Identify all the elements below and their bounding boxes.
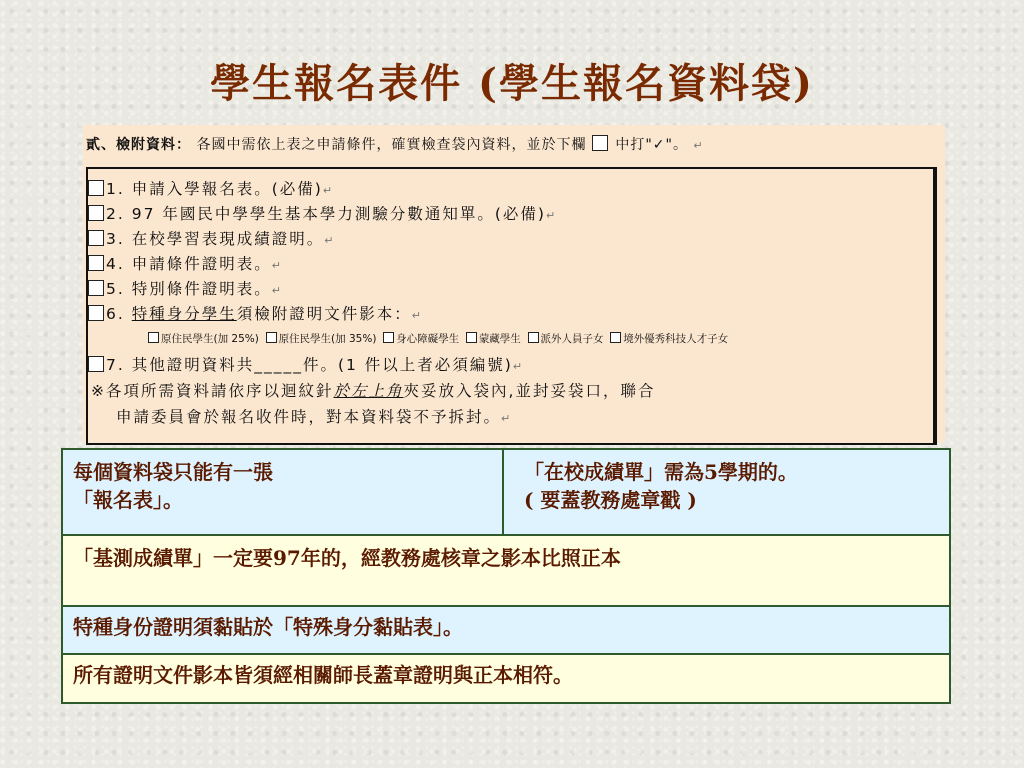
sub-item-label: 原住民學生(加 35%) [278,333,377,345]
table-cell: 「基測成績單」一定要97年的，經教務處核章之影本比照正本 [63,536,949,605]
checklist-item [88,302,423,324]
return-mark: ↵ [271,259,283,272]
checklist-item [88,252,283,274]
checkbox-icon [610,332,621,343]
info-table [61,448,951,704]
item6-prefix: 6. [106,305,132,323]
doc-header [86,131,941,159]
item6-underlined: 特種身分學生 [131,305,237,323]
cell-line: 每個資料袋只能有一張 [73,460,273,484]
note-line-1b: 夾妥放入袋內,並封妥袋口，聯合 [403,382,656,400]
table-row [63,450,949,536]
cell-line: 「報名表」。 [73,488,183,512]
cell-line: 「在校成績單」需為5學期的。 [524,460,798,484]
checklist-item [88,202,557,224]
document-scan [83,125,945,443]
note-line-2: 申請委員會於報名收件時，對本資料袋不予拆封。 [116,408,502,426]
table-cell [63,450,504,534]
slide-title: 學生報名表件 (學生報名資料袋) [210,60,814,107]
sub-item-label: 原住民學生(加 25%) [161,333,259,345]
item7-prefix: 7. 其他證明資料共 [106,356,255,374]
return-mark: ↵ [693,139,704,152]
checklist-item-label: 4. 申請條件證明表。 [106,255,272,273]
checkbox-icon [88,305,104,321]
checklist-item-label: 5. 特別條件證明表。 [106,280,272,298]
return-mark: ↵ [501,412,513,425]
table-cell [504,450,949,534]
note-line-1a: ※各項所需資料請依序以迴紋針 [91,382,334,400]
checklist-item-label: 2. 97 年國民中學學生基本學力測驗分數通知單。(必備) [106,205,546,223]
checkbox-icon [266,332,277,343]
table-row [63,655,949,702]
doc-header-text: 各國中需依上表之申請條件，確實檢查袋內資料，並於下欄 [196,137,587,153]
checkbox-icon [88,230,104,246]
checkbox-icon [88,356,104,372]
return-mark: ↵ [324,234,336,247]
return-mark: ↵ [411,309,423,322]
cell-line: ( 要蓋教務處章戳 ) [524,488,697,512]
table-cell: 特種身份證明須黏貼於「特殊身分黏貼表」。 [63,607,949,653]
return-mark: ↵ [512,360,525,373]
return-mark: ↵ [322,184,335,197]
sub-item-label: 身心障礙學生 [396,333,460,345]
checkbox-icon [528,332,539,343]
return-mark: ↵ [271,284,283,297]
checkbox-icon [383,332,394,343]
checkbox-icon [88,205,104,221]
sub-item-label: 蒙藏學生 [478,333,521,345]
checkbox-icon [88,180,104,196]
doc-header-text-2: 中打"✓"。 [615,137,688,153]
sub-item-label: 境外優秀科技人才子女 [623,333,729,345]
note-line [91,379,655,401]
checklist-item [88,277,283,299]
checklist-item-label: 1. 申請入學報名表。(必備) [106,180,323,198]
checklist-box [86,167,937,445]
sub-checklist [148,331,728,346]
checklist-item-label: 3. 在校學習表現成績證明。 [106,230,325,248]
item7-suffix: 件。(1 件以上者必須編號) [302,356,513,374]
checkbox-icon [466,332,477,343]
checkbox-icon [88,280,104,296]
checklist-item [88,177,334,199]
checkbox-icon [148,332,159,343]
item6-suffix: 須檢附證明文件影本： [236,305,412,323]
checklist-item [88,353,524,375]
table-cell: 所有證明文件影本皆須經相關師長蓋章證明與正本相符。 [63,655,949,702]
note-line [116,405,512,427]
item7-blank: _____ [254,356,303,374]
checkbox-icon [592,135,608,151]
sub-item-label: 派外人員子女 [540,333,604,345]
return-mark: ↵ [545,209,558,222]
table-row [63,607,949,655]
note-line-1-italic: 於左上角 [333,382,404,400]
checkbox-icon [88,255,104,271]
table-row [63,536,949,607]
checklist-item [88,227,335,249]
doc-header-label: 貳、檢附資料： [86,137,191,153]
